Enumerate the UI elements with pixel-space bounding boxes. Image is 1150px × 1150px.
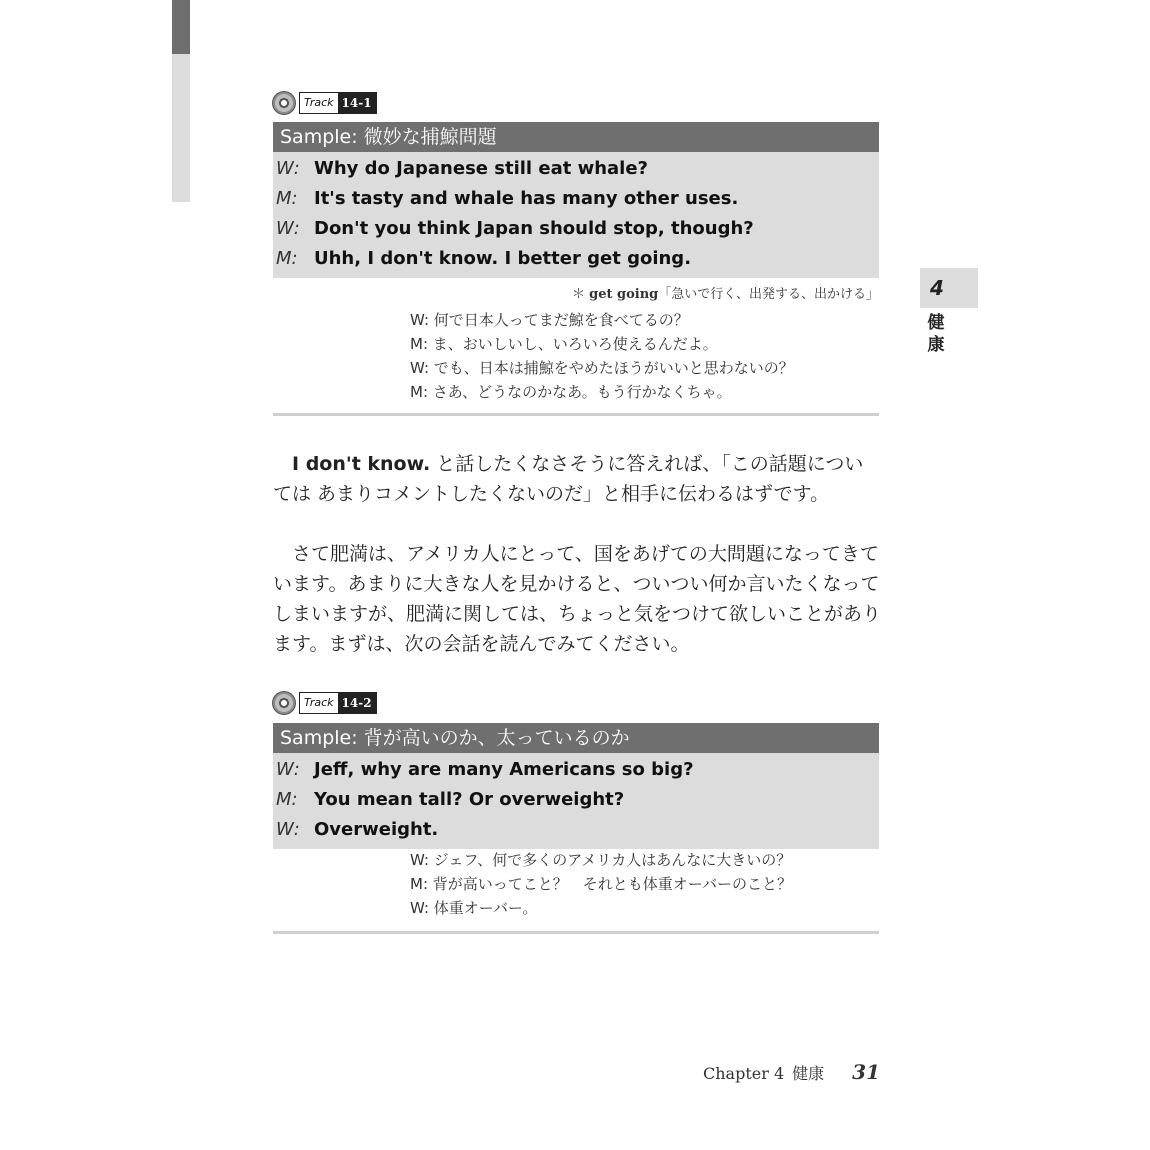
chapter-tab: 4 bbox=[920, 268, 978, 308]
sample-dialogue-1 bbox=[273, 122, 879, 278]
utterance: Uhh, I don't know. I better get going. bbox=[314, 248, 692, 269]
section-divider bbox=[273, 413, 879, 416]
dialogue-line bbox=[273, 214, 879, 244]
page-edge-marker-dark bbox=[172, 0, 190, 54]
chapter-tab-title bbox=[926, 312, 946, 356]
track-label: Track bbox=[300, 93, 338, 113]
translation-line: W: 何で日本人ってまだ鯨を食べてるの？ bbox=[410, 311, 689, 329]
speaker-label: M: bbox=[276, 188, 298, 209]
cd-icon bbox=[272, 91, 296, 115]
dialogue-lines bbox=[273, 753, 879, 849]
vocabulary-note bbox=[572, 283, 879, 302]
paragraph-text: さて肥満は、アメリカ人にとって、国をあげての大問題になってきています。あまりに大きな人を見かけると、ついつい何か言いたくなってしまいますが、肥満に関しては、ちょっと気をつけて欲しいことがあります。まずは、次の会話を読んでみてください。 bbox=[273, 543, 882, 655]
speaker-label: W: bbox=[276, 819, 300, 840]
utterance: It's tasty and whale has many other uses. bbox=[314, 188, 739, 209]
body-paragraph-1 bbox=[273, 449, 881, 509]
utterance: You mean tall? Or overweight? bbox=[314, 789, 625, 810]
dialogue-line bbox=[273, 244, 879, 274]
track-number: 14-2 bbox=[338, 693, 376, 713]
utterance: Don't you think Japan should stop, though? bbox=[314, 218, 754, 239]
dialogue-line bbox=[273, 755, 879, 785]
chapter-tab-char: 康 bbox=[927, 335, 945, 355]
track-badge-2 bbox=[272, 690, 377, 716]
track-label: Track bbox=[300, 693, 338, 713]
track-label-box bbox=[299, 692, 377, 714]
translation-line: M: ま、おいしいし、いろいろ使えるんだよ。 bbox=[410, 335, 718, 353]
body-paragraph-2 bbox=[273, 539, 881, 659]
utterance: Jeff, why are many Americans so big? bbox=[314, 759, 694, 780]
page-footer bbox=[703, 1060, 880, 1084]
dialogue-line bbox=[273, 184, 879, 214]
key-phrase: I don't know. bbox=[292, 453, 431, 475]
chapter-tab-char: 健 bbox=[927, 313, 945, 333]
speaker-label: W: bbox=[276, 158, 300, 179]
track-badge-1 bbox=[272, 90, 377, 116]
dialogue-lines bbox=[273, 152, 879, 278]
dialogue-line bbox=[273, 785, 879, 815]
translation-line: M: 背が高いってこと？ それとも体重オーバーのこと？ bbox=[410, 875, 793, 893]
utterance: Overweight. bbox=[314, 819, 439, 840]
dialogue-line bbox=[273, 815, 879, 845]
sample-dialogue-2 bbox=[273, 723, 879, 849]
footer-chapter-label: Chapter 4 bbox=[703, 1064, 785, 1083]
translation-1 bbox=[410, 308, 794, 404]
section-divider bbox=[273, 931, 879, 934]
dialogue-line bbox=[273, 154, 879, 184]
speaker-label: M: bbox=[276, 789, 298, 810]
track-label-box bbox=[299, 92, 377, 114]
cd-icon bbox=[272, 691, 296, 715]
track-number: 14-1 bbox=[338, 93, 376, 113]
translation-2 bbox=[410, 848, 792, 920]
speaker-label: W: bbox=[276, 759, 300, 780]
speaker-label: W: bbox=[276, 218, 300, 239]
speaker-label: M: bbox=[276, 248, 298, 269]
footer-chapter-name: 健康 bbox=[792, 1064, 825, 1083]
translation-line: W: でも、日本は捕鯨をやめたほうがいいと思わないの？ bbox=[410, 359, 794, 377]
sample-title: Sample: 背が高いのか、太っているのか bbox=[273, 723, 879, 753]
translation-line: W: 体重オーバー。 bbox=[410, 899, 538, 917]
note-mark: ＊ bbox=[571, 287, 585, 302]
paragraph-text: と話したくなさそうに答えれば、「この話題については あまりコメントしたくないのだ」と相手に伝わるはずです。 bbox=[273, 453, 864, 505]
translation-line: W: ジェフ、何で多くのアメリカ人はあんなに大きいの？ bbox=[410, 851, 792, 869]
translation-line: M: さあ、どうなのかなあ。もう行かなくちゃ。 bbox=[410, 383, 732, 401]
sample-title: Sample: 微妙な捕鯨問題 bbox=[273, 122, 879, 152]
note-term: get going bbox=[589, 287, 659, 302]
page-edge-marker-light bbox=[172, 54, 190, 202]
note-definition: 「急いで行く、出発する、出かける」 bbox=[658, 287, 879, 302]
page-number: 31 bbox=[852, 1060, 880, 1084]
utterance: Why do Japanese still eat whale? bbox=[314, 158, 649, 179]
